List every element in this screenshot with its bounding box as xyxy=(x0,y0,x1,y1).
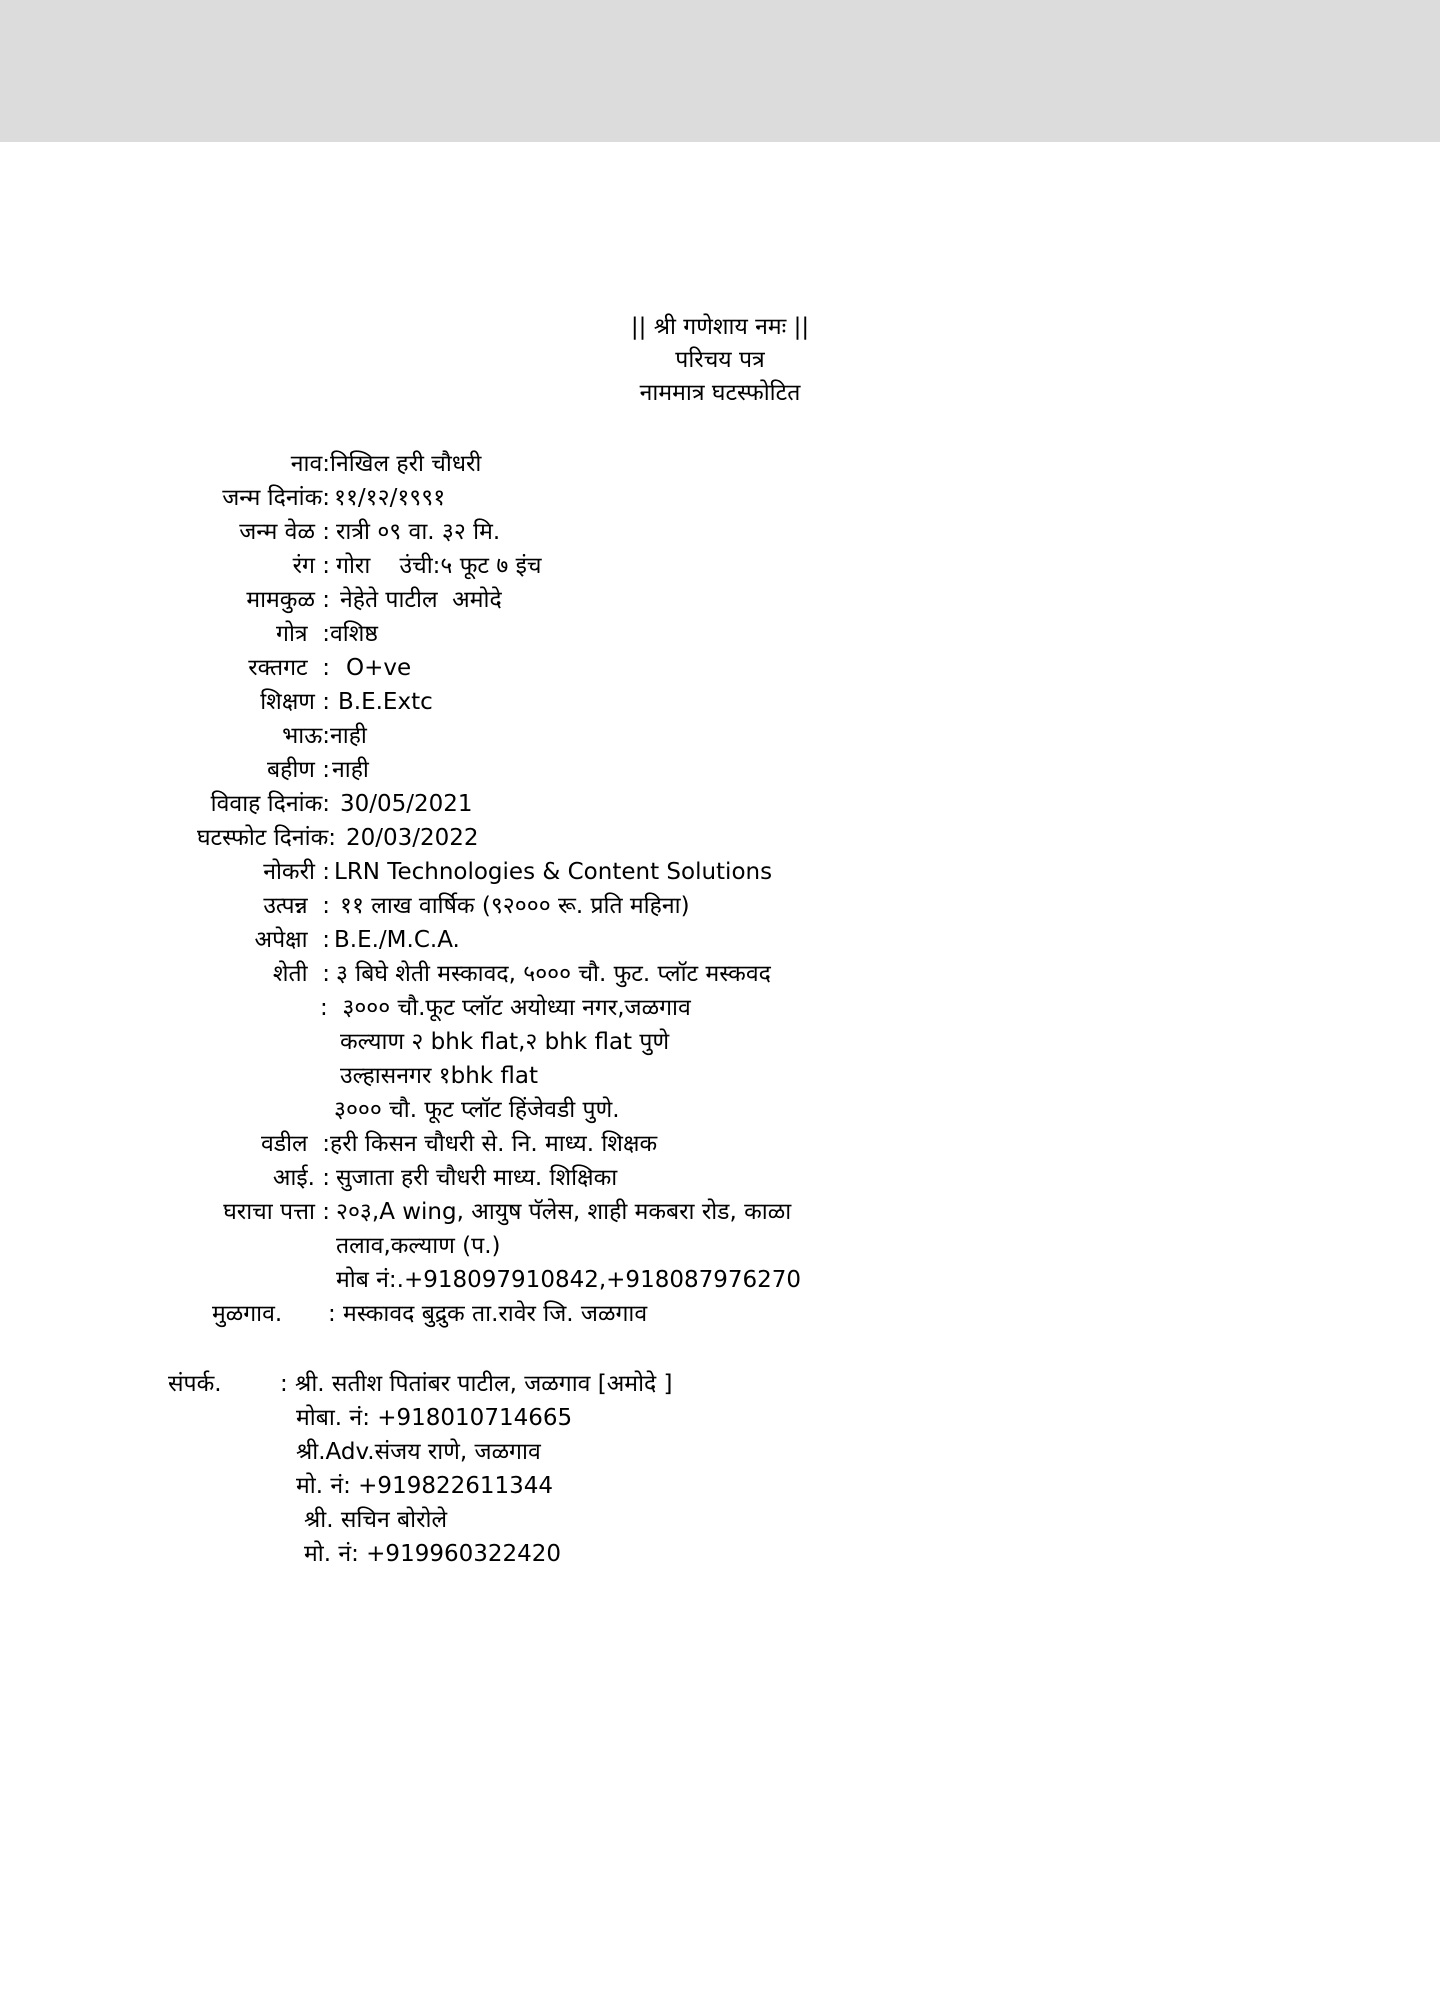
contact-line: मोबा. नं: +918010714665 xyxy=(296,1405,573,1431)
maternal-family-value: नेहेते पाटील अमोदे xyxy=(340,587,502,613)
mother-value: सुजाता हरी चौधरी माध्य. शिक्षिका xyxy=(336,1165,618,1191)
document-title: परिचय पत्र xyxy=(675,347,765,373)
address-phone-line: मोब नं:.+918097910842,+918087976270 xyxy=(336,1267,802,1293)
native-place-label: मुळगाव. xyxy=(212,1301,283,1327)
gotra-value: वशिष्ठ xyxy=(330,621,378,647)
address-line: तलाव,कल्याण (प.) xyxy=(336,1233,501,1259)
contact-line: मो. नं: +919822611344 xyxy=(296,1473,554,1499)
address-line: २०३,A wing, आयुष पॅलेस, शाही मकबरा रोड, काळा xyxy=(336,1199,792,1225)
biodata-page xyxy=(0,142,1440,1999)
address-label: घराचा पत्ता : xyxy=(223,1199,330,1225)
name-label: नाव: xyxy=(290,451,330,477)
blood-group-value: O+ve xyxy=(346,655,412,681)
dob-value: ११/१२/१९९१ xyxy=(334,485,446,511)
farm-label: शेती : xyxy=(272,961,330,987)
expectation-value: B.E./M.C.A. xyxy=(334,927,460,953)
invocation-line: || श्री गणेशाय नमः || xyxy=(630,314,810,340)
property-line: कल्याण २ bhk flat,२ bhk flat पुणे xyxy=(340,1029,670,1055)
property-line: उल्हासनगर १bhk flat xyxy=(340,1063,539,1089)
viewer-top-bar xyxy=(0,0,1440,142)
property-line: ३००० चौ. फूट प्लॉट हिंजेवडी पुणे. xyxy=(334,1097,620,1123)
property-line: : ३००० चौ.फूट प्लॉट अयोध्या नगर,जळगाव xyxy=(320,995,691,1021)
father-value: हरी किसन चौधरी से. नि. माध्य. शिक्षक xyxy=(330,1131,658,1157)
complexion-value: गोरा उंची:५ फूट ७ इंच xyxy=(336,553,542,579)
document-subtitle: नाममात्र घटस्फोटित xyxy=(639,380,801,406)
maternal-family-label: मामकुळ : xyxy=(246,587,330,613)
contact-line: श्री. सचिन बोरोले xyxy=(304,1507,448,1533)
marriage-date-label: विवाह दिनांक: xyxy=(210,791,330,817)
income-value: ११ लाख वार्षिक (९२००० रू. प्रति महिना) xyxy=(340,893,690,919)
sister-value: नाही xyxy=(332,757,369,783)
education-label: शिक्षण : xyxy=(260,689,330,715)
complexion-label: रंग : xyxy=(292,553,330,579)
birth-time-label: जन्म वेळ : xyxy=(239,519,330,545)
brother-label: भाऊ: xyxy=(282,723,330,749)
expectation-label: अपेक्षा : xyxy=(254,927,330,953)
job-label: नोकरी : xyxy=(263,859,330,885)
gotra-label: गोत्र : xyxy=(276,621,330,647)
marriage-date-value: 30/05/2021 xyxy=(340,791,473,817)
sister-label: बहीण : xyxy=(267,757,330,783)
father-label: वडील : xyxy=(260,1131,330,1157)
birth-time-value: रात्री ०९ वा. ३२ मि. xyxy=(336,519,501,545)
divorce-date-label: घटस्फोट दिनांक: xyxy=(196,825,336,851)
job-value: LRN Technologies & Content Solutions xyxy=(334,859,773,885)
contact-line: : श्री. सतीश पितांबर पाटील, जळगाव [अमोदे ] xyxy=(280,1371,673,1397)
income-label: उत्पन्न : xyxy=(263,893,330,919)
contact-label: संपर्क. xyxy=(168,1371,222,1397)
blood-group-label: रक्तगट : xyxy=(248,655,330,681)
brother-value: नाही xyxy=(330,723,367,749)
farm-value: ३ बिघे शेती मस्कावद, ५००० चौ. फुट. प्लॉट मस्कवद xyxy=(336,961,771,987)
dob-label: जन्म दिनांक: xyxy=(222,485,330,511)
education-value: B.E.Extc xyxy=(338,689,433,715)
contact-line: मो. नं: +919960322420 xyxy=(304,1541,562,1567)
mother-label: आई. : xyxy=(272,1165,330,1191)
divorce-date-value: 20/03/2022 xyxy=(346,825,479,851)
name-value: निखिल हरी चौधरी xyxy=(330,451,482,477)
native-place-value: : मस्कावद बुद्रुक ता.रावेर जि. जळगाव xyxy=(328,1301,648,1327)
contact-line: श्री.Adv.संजय राणे, जळगाव xyxy=(296,1439,541,1465)
